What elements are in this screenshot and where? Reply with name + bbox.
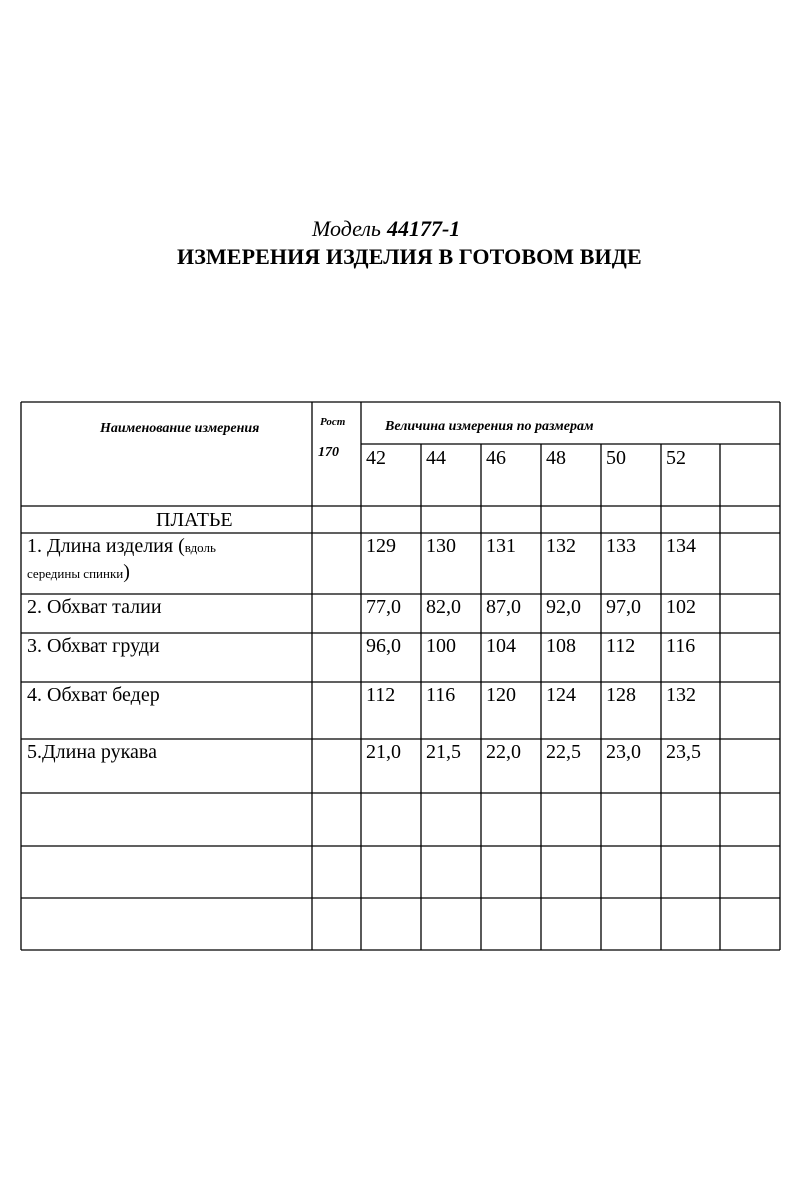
cell-value: 23,0 [606, 741, 641, 763]
model-number: 44177-1 [386, 216, 461, 241]
section-title: ПЛАТЬЕ [156, 509, 233, 531]
row-label-cont [27, 561, 130, 584]
document-title: ИЗМЕРЕНИЯ ИЗДЕЛИЯ В ГОТОВОМ ВИДЕ [177, 244, 642, 269]
cell-value: 130 [426, 535, 456, 557]
cell-value: 21,5 [426, 741, 461, 763]
cell-value: 92,0 [546, 596, 581, 618]
height-value: 170 [318, 445, 339, 460]
cell-value: 133 [606, 535, 636, 557]
cell-value: 132 [666, 684, 696, 706]
row-label: 2. Обхват талии [27, 596, 162, 618]
cell-value: 131 [486, 535, 516, 557]
cell-value: 129 [366, 535, 396, 557]
cell-value: 104 [486, 635, 516, 657]
model-label: Модель [312, 216, 381, 241]
cell-value: 100 [426, 635, 456, 657]
cell-value: 23,5 [666, 741, 701, 763]
cell-value: 108 [546, 635, 576, 657]
cell-value: 134 [666, 535, 696, 557]
size-header-44: 44 [426, 447, 446, 469]
cell-value: 132 [546, 535, 576, 557]
cell-value: 112 [366, 684, 396, 706]
cell-value: 120 [486, 684, 516, 706]
cell-value: 22,5 [546, 741, 581, 763]
column-header-sizes: Величина измерения по размерам [385, 419, 594, 434]
size-header-48: 48 [546, 447, 566, 469]
size-header-52: 52 [666, 447, 686, 469]
cell-value: 82,0 [426, 596, 461, 618]
cell-value: 22,0 [486, 741, 521, 763]
cell-value: 116 [666, 635, 696, 657]
row-label [27, 535, 216, 558]
cell-value: 112 [606, 635, 636, 657]
size-header-46: 46 [486, 447, 506, 469]
size-header-50: 50 [606, 447, 626, 469]
row-label-close: ) [123, 561, 130, 583]
row-label: 3. Обхват груди [27, 635, 160, 657]
column-header-name: Наименование измерения [100, 421, 260, 436]
cell-value: 97,0 [606, 596, 641, 618]
cell-value: 128 [606, 684, 636, 706]
cell-value: 87,0 [486, 596, 521, 618]
cell-value: 116 [426, 684, 456, 706]
size-header-42: 42 [366, 447, 386, 469]
row-label: 4. Обхват бедер [27, 684, 160, 706]
cell-value: 124 [546, 684, 576, 706]
cell-value: 77,0 [366, 596, 401, 618]
cell-value: 21,0 [366, 741, 401, 763]
column-header-height: Рост [320, 416, 346, 428]
row-label-main: 1. Длина изделия ( [27, 535, 185, 557]
cell-value: 96,0 [366, 635, 401, 657]
row-label: 5.Длина рукава [27, 741, 157, 763]
row-label-note: вдоль [184, 540, 216, 555]
row-label-note2: середины спинки [27, 566, 124, 581]
cell-value: 102 [666, 596, 696, 618]
